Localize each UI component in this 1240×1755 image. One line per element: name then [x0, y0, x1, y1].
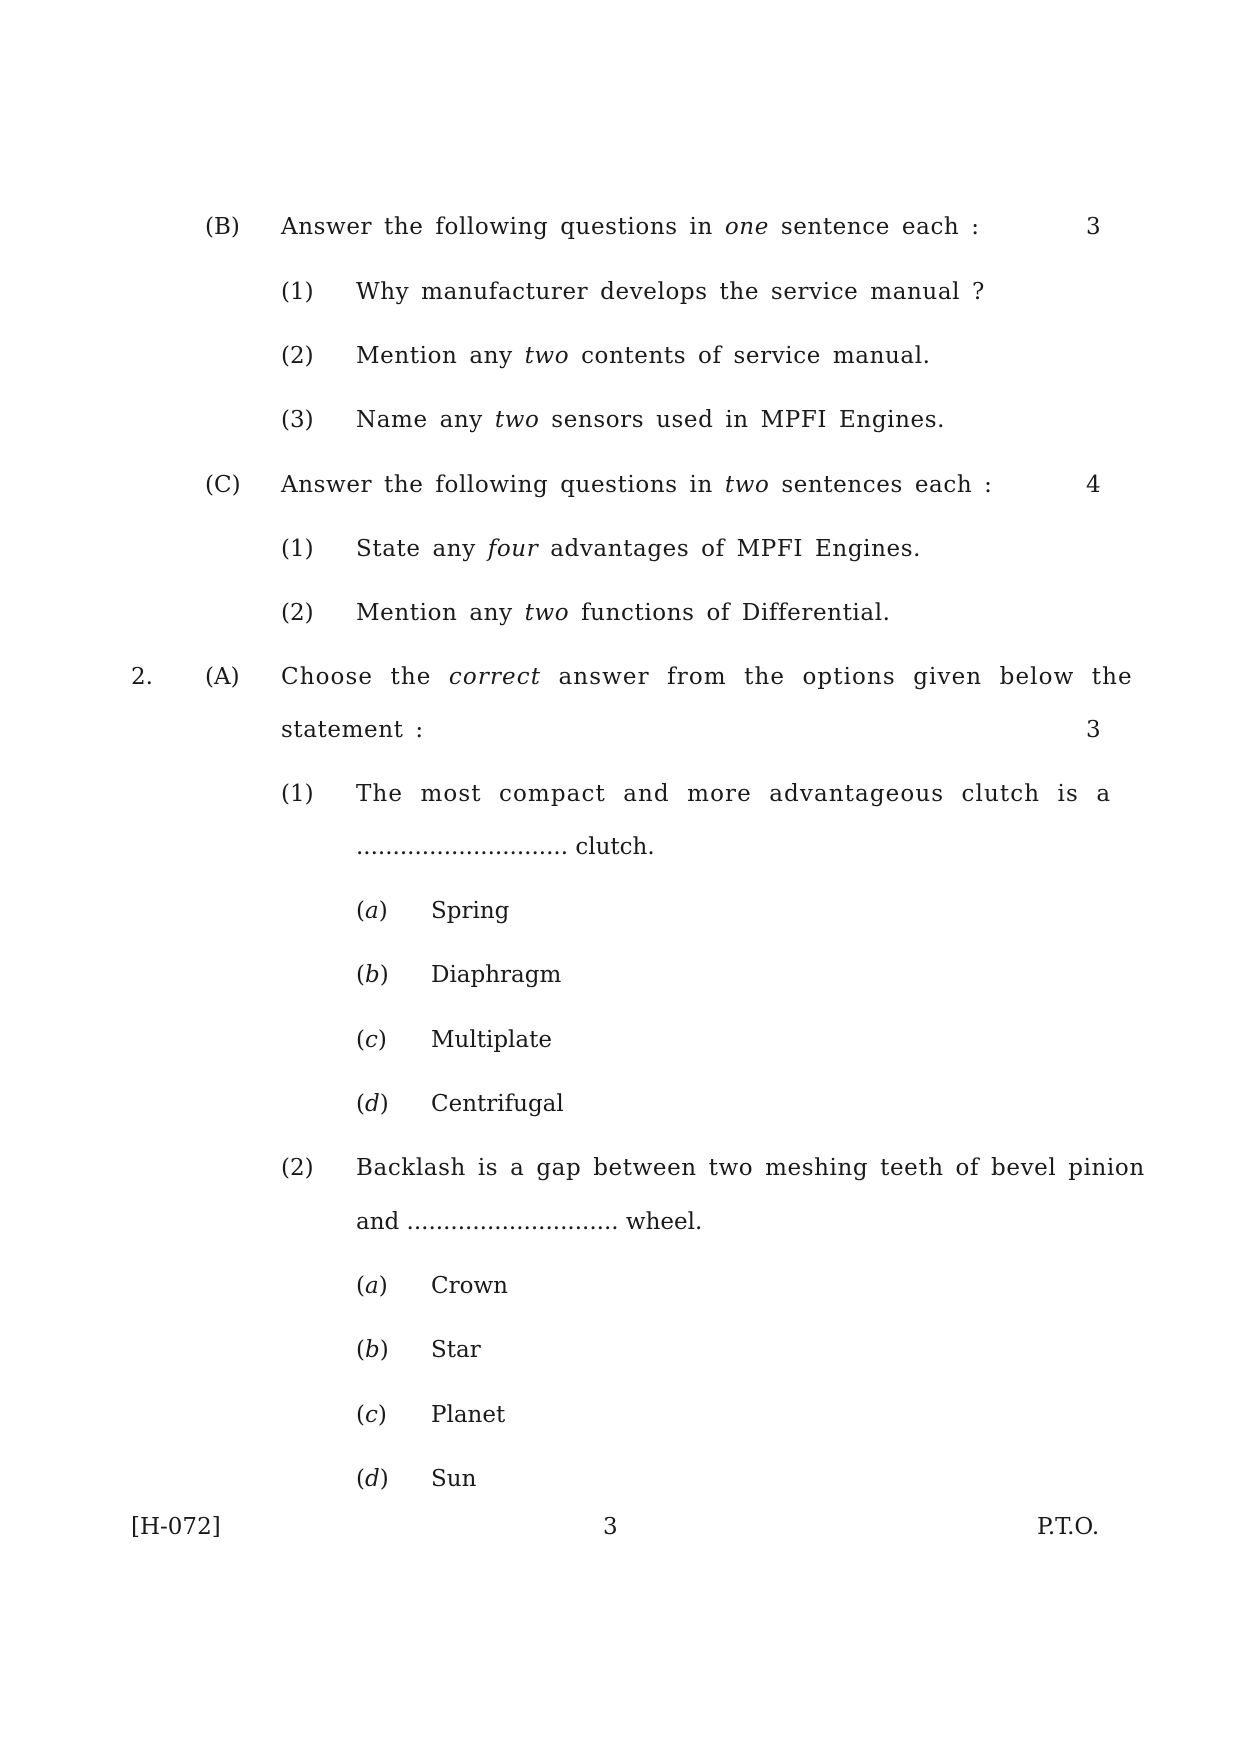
c-q1-text: State any four advantages of MPFI Engines.: [356, 536, 922, 562]
q2-item2-option-c-text: Planet: [431, 1402, 506, 1428]
q2-item1-option-b-text: Diaphragm: [431, 962, 562, 988]
section-c-marks: 4: [1086, 472, 1101, 498]
q2-item1-option-d-letter: (d): [356, 1091, 389, 1117]
q2-item1-option-a-text: Spring: [431, 898, 510, 924]
b-q1-text: Why manufacturer develops the service manual ?: [356, 279, 985, 305]
q2-number: 2.: [131, 664, 153, 690]
footer-paper-code: [H-072]: [131, 1514, 221, 1540]
b-q3-text: Name any two sensors used in MPFI Engines.: [356, 407, 946, 433]
c-q2-num: (2): [281, 600, 314, 626]
b-q2-num: (2): [281, 343, 314, 369]
q2-item1-num: (1): [281, 781, 314, 807]
b-q1-num: (1): [281, 279, 314, 305]
section-c-label: (C): [205, 472, 241, 498]
q2-item1-option-d-text: Centrifugal: [431, 1091, 564, 1117]
q2-item2-option-a-letter: (a): [356, 1273, 388, 1299]
c-q2-text: Mention any two functions of Differential.: [356, 600, 891, 626]
q2-item2-line1: Backlash is a gap between two meshing teeth of bevel pinion: [356, 1155, 1145, 1181]
q2-prompt-line2: statement :: [281, 717, 424, 743]
q2-item1-line1: The most compact and more advantageous clutch is a: [356, 781, 1112, 807]
section-b-label: (B): [205, 214, 240, 240]
footer-pto: P.T.O.: [1037, 1514, 1100, 1540]
q2-item2-num: (2): [281, 1155, 314, 1181]
q2-item1-option-c-text: Multiplate: [431, 1027, 552, 1053]
q2-item2-option-c-letter: (c): [356, 1402, 387, 1428]
c-q1-num: (1): [281, 536, 314, 562]
q2-item2-option-a-text: Crown: [431, 1273, 508, 1299]
q2-item2-option-d-letter: (d): [356, 1466, 389, 1492]
footer-page-number: 3: [603, 1514, 618, 1540]
q2-marks: 3: [1086, 717, 1101, 743]
q2-item1-line2: ............................. clutch.: [356, 834, 655, 860]
q2-item2-option-d-text: Sun: [431, 1466, 477, 1492]
q2-item1-option-c-letter: (c): [356, 1027, 387, 1053]
section-b-marks: 3: [1086, 214, 1101, 240]
b-q3-num: (3): [281, 407, 314, 433]
q2-item2-option-b-text: Star: [431, 1337, 481, 1363]
q2-prompt: Choose the correct answer from the options given below the: [281, 664, 1133, 690]
q2-item2-option-b-letter: (b): [356, 1337, 389, 1363]
q2-item2-line2: and ............................. wheel.: [356, 1209, 703, 1235]
section-b-prompt: Answer the following questions in one sentence each :: [281, 214, 980, 240]
q2-item1-option-a-letter: (a): [356, 898, 388, 924]
section-c-prompt: Answer the following questions in two sentences each :: [281, 472, 993, 498]
q2-label: (A): [205, 664, 240, 690]
q2-item1-option-b-letter: (b): [356, 962, 389, 988]
b-q2-text: Mention any two contents of service manual.: [356, 343, 931, 369]
